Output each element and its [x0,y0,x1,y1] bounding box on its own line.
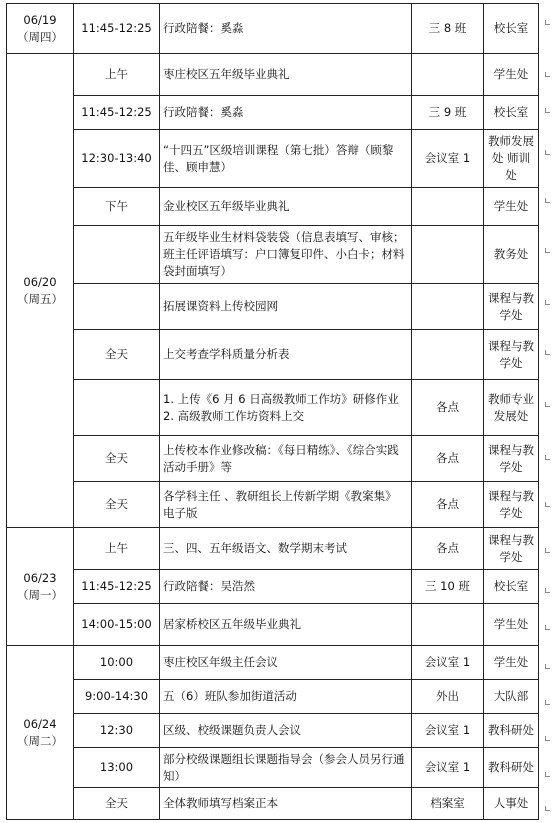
item-cell: 全体教师填写档案正本 [160,788,412,820]
table-row [7,482,539,528]
row-end-marker [545,625,550,630]
dept-cell: 学生处 [484,188,539,226]
place-cell: 各点 [412,528,484,570]
dept-cell: 课程与教学处 [484,436,539,482]
place-cell [412,54,484,96]
dept-cell: 教务处 [484,226,539,284]
table-row [7,646,539,680]
dept-cell: 教科研处 [484,714,539,748]
place-cell: 三 9 班 [412,96,484,130]
place-cell: 三 8 班 [412,4,484,54]
dept-cell: 课程与教学处 [484,330,539,380]
place-cell [412,330,484,380]
time-cell: 上午 [74,528,160,570]
time-cell: 全天 [74,330,160,380]
dept-cell: 课程与教学处 [484,528,539,570]
time-cell: 14:00-15:00 [74,604,160,646]
time-cell: 下午 [74,188,160,226]
date-label: 06/19 [23,12,57,27]
date-label: 06/24 [23,716,57,731]
item-cell: 部分校级课题组长课题指导会（参会人员另行通知） [160,748,412,788]
dept-cell: 学生处 [484,604,539,646]
item-cell: 五（6）班队参加街道活动 [160,680,412,714]
date-cell [7,528,74,646]
item-cell: 行政陪餐：吴浩然 [160,570,412,604]
item-cell: 金业校区五年级毕业典礼 [160,188,412,226]
schedule-table [6,3,539,820]
time-cell: 全天 [74,482,160,528]
row-end-marker [545,455,550,460]
table-row [7,284,539,330]
row-end-marker [545,502,550,507]
row-end-marker [545,150,550,155]
place-cell: 档案室 [412,788,484,820]
date-label: 06/20 [23,274,57,289]
place-cell: 各点 [412,482,484,528]
dept-cell: 学生处 [484,646,539,680]
item-cell: 枣庄校区年级主任会议 [160,646,412,680]
dept-cell: 校长室 [484,96,539,130]
table-row [7,96,539,130]
weekday-label: （周二） [17,733,63,748]
time-cell: 全天 [74,436,160,482]
place-cell: 会议室 1 [412,646,484,680]
table-row [7,330,539,380]
table-row [7,714,539,748]
table-row [7,4,539,54]
row-end-marker [545,198,550,203]
time-cell: 11:45-12:25 [74,96,160,130]
item-cell: 枣庄校区五年级毕业典礼 [160,54,412,96]
table-row [7,188,539,226]
time-cell: 11:45-12:25 [74,4,160,54]
weekday-label: （周一） [17,587,63,602]
item-cell: 行政陪餐：奚淼 [160,4,412,54]
time-cell: 全天 [74,788,160,820]
table-row [7,570,539,604]
item-cell: 三、四、五年级语文、数学期末考试 [160,528,412,570]
time-cell: 9:00-14:30 [74,680,160,714]
weekday-label: （周五） [17,291,63,306]
row-end-marker [545,248,550,253]
time-cell: 10:00 [74,646,160,680]
row-end-marker [545,736,550,741]
table-row [7,680,539,714]
place-cell: 各点 [412,380,484,436]
place-cell: 三 10 班 [412,570,484,604]
table-row [7,788,539,820]
time-cell [74,284,160,330]
dept-cell: 教师专业发展处 [484,380,539,436]
place-cell [412,226,484,284]
dept-cell: 教科研处 [484,748,539,788]
dept-cell: 大队部 [484,680,539,714]
place-cell [412,188,484,226]
table-row [7,130,539,188]
table-row [7,604,539,646]
date-label: 06/23 [23,570,57,585]
dept-cell: 课程与教学处 [484,482,539,528]
dept-cell: 人事处 [484,788,539,820]
time-cell: 12:30-13:40 [74,130,160,188]
table-row [7,54,539,96]
time-cell [74,380,160,436]
table-row [7,436,539,482]
row-end-marker [545,72,550,77]
item-cell: 五年级毕业生材料袋装袋（信息表填写、审核；班主任评语填写：户口簿复印件、小白卡；材料袋封面填写） [160,226,412,284]
row-end-marker [545,350,550,355]
row-end-marker [545,664,550,669]
row-end-marker [545,806,550,811]
row-end-marker [545,402,550,407]
weekday-label: （周四） [17,29,63,44]
row-end-marker [545,588,550,593]
place-cell: 会议室 1 [412,130,484,188]
item-cell: 区级、校级课题负责人会议 [160,714,412,748]
row-end-marker [545,700,550,705]
row-end-marker [545,548,550,553]
place-cell [412,284,484,330]
place-cell: 外出 [412,680,484,714]
time-cell [74,226,160,284]
item-cell: 行政陪餐：奚淼 [160,96,412,130]
item-cell: 1. 上传《6 月 6 日高级教师工作坊》研修作业 2. 高级教师工作坊资料上交 [160,380,412,436]
place-cell [412,604,484,646]
dept-cell: 教师发展处 师训处 [484,130,539,188]
time-cell: 上午 [74,54,160,96]
row-end-marker [545,300,550,305]
item-cell: 各学科主任 、教研组长上传新学期《教案集》电子版 [160,482,412,528]
dept-cell: 学生处 [484,54,539,96]
row-end-marker [545,772,550,777]
table-row [7,528,539,570]
date-cell [7,54,74,528]
item-cell: 拓展课资料上传校园网 [160,284,412,330]
row-end-marker [545,108,550,113]
item-cell: “十四五”区级培训课程（第七批）答辩（顾黎佳、顾申慧） [160,130,412,188]
place-cell: 会议室 1 [412,748,484,788]
date-cell [7,646,74,820]
place-cell: 会议室 1 [412,714,484,748]
date-cell [7,4,74,54]
row-end-marker [545,20,550,25]
item-cell: 居家桥校区五年级毕业典礼 [160,604,412,646]
place-cell: 各点 [412,436,484,482]
time-cell: 12:30 [74,714,160,748]
time-cell: 13:00 [74,748,160,788]
table-row [7,748,539,788]
item-cell: 上传校本作业修改稿：《每日精练》、《综合实践活动手册》等 [160,436,412,482]
table-row [7,226,539,284]
dept-cell: 课程与教学处 [484,284,539,330]
table-row [7,380,539,436]
dept-cell: 校长室 [484,4,539,54]
dept-cell: 校长室 [484,570,539,604]
time-cell: 11:45-12:25 [74,570,160,604]
item-cell: 上交考查学科质量分析表 [160,330,412,380]
